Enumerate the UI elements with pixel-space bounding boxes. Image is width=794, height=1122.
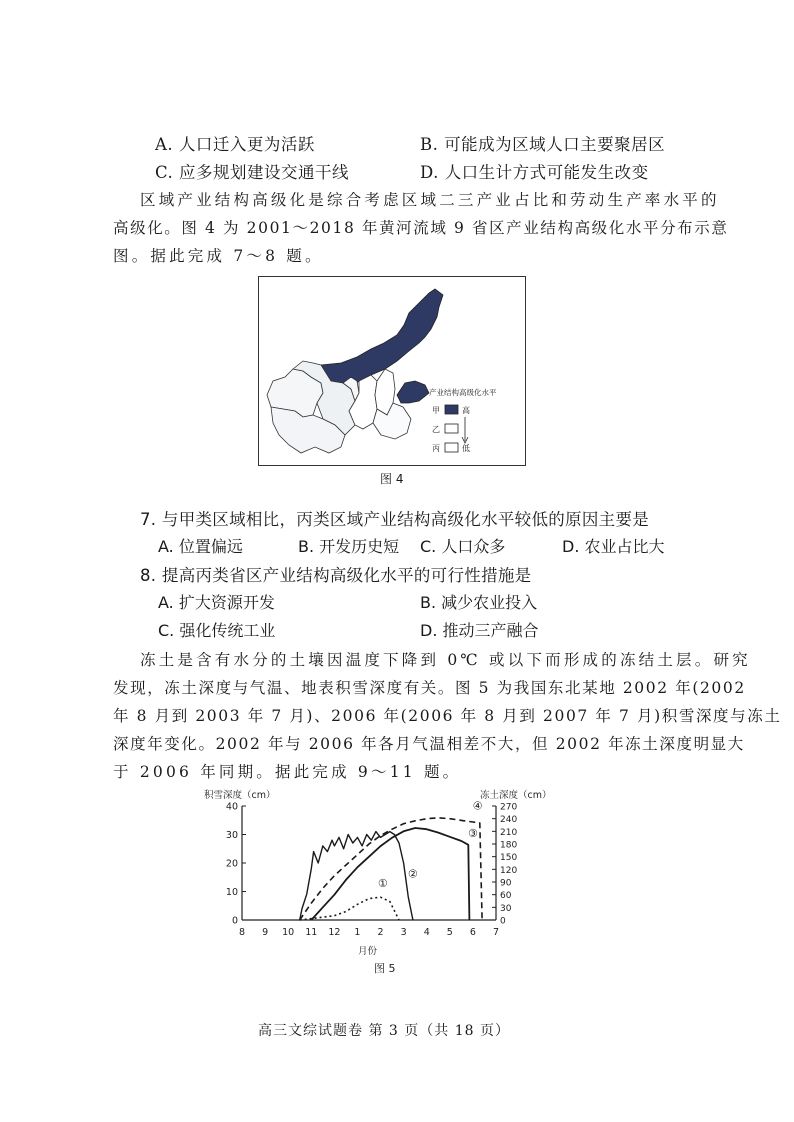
prev-option-a: A. 人口迁入更为活跃 [155, 135, 315, 154]
chart-x-tick-label: 1 [354, 927, 361, 938]
figure4-caption: 图 4 [380, 472, 404, 486]
intro-7-8-line2: 高级化。图 4 为 2001～2018 年黄河流域 9 省区产业结构高级化水平分布示意 [113, 219, 729, 237]
chart-left-tick-label: 20 [225, 858, 238, 870]
intro-7-8-line1: 区域产业结构高级化是综合考虑区域二三产业占比和劳动生产率水平的 [140, 191, 720, 209]
chart-right-tick-label: 270 [500, 802, 518, 813]
q7-stem: 7. 与甲类区域相比，丙类区域产业结构高级化水平较低的原因主要是 [140, 510, 650, 529]
chart-series-label-4: ④ [472, 799, 483, 813]
chart-x-tick-label: 11 [305, 927, 318, 938]
intro-9-11-line1: 冻土是含有水分的土壤因温度下降到 0℃ 或以下而形成的冻结土层。研究 [140, 651, 751, 669]
chart-x-tick-label: 3 [400, 927, 407, 938]
chart-right-tick-label: 210 [500, 827, 518, 838]
legend-high: 高 [462, 406, 470, 415]
prev-option-d: D. 人口生计方式可能发生改变 [420, 163, 649, 182]
chart-right-tick-label: 30 [500, 903, 512, 914]
chart-x-tick-label: 4 [423, 927, 430, 938]
chart-series-line-3 [311, 828, 469, 920]
chart-left-tick-label: 40 [225, 801, 238, 813]
chart-right-tick-label: 120 [500, 865, 518, 876]
q7-option-d: D. 农业占比大 [562, 537, 665, 556]
intro-9-11-line3: 年 8 月到 2003 年 7 月)、2006 年(2006 年 8 月到 2007 年 7 月)积雪深度与冻土 [113, 707, 782, 725]
region-inner-mongolia [311, 289, 443, 389]
intro-9-11-line4: 深度年变化。2002 年与 2006 年各月气温相差不大，但 2002 年冻土深度明显大 [113, 735, 745, 753]
chart-x-tick-label: 12 [328, 927, 341, 938]
chart-ylabel-right: 冻土深度（cm） [480, 790, 552, 801]
chart-series-line-2 [300, 832, 413, 920]
chart-right-tick-label: 90 [500, 878, 512, 889]
prev-option-c: C. 应多规划建设交通干线 [155, 163, 350, 182]
legend-label-jia: 甲 [432, 406, 440, 415]
figure5-chart [200, 786, 560, 986]
chart-x-tick-label: 6 [469, 927, 476, 938]
chart-series-label-2: ② [407, 867, 418, 881]
q7-option-a: A. 位置偏远 [158, 537, 243, 556]
chart-left-tick-label: 0 [231, 915, 238, 927]
chart-axes [242, 806, 496, 920]
legend-label-bing: 丙 [432, 444, 440, 453]
chart-x-tick-label: 2 [377, 927, 384, 938]
chart-x-tick-label: 10 [282, 927, 295, 938]
chart-x-tick-label: 5 [446, 927, 453, 938]
chart-right-tick-label: 60 [500, 891, 512, 902]
chart-series [300, 799, 483, 920]
chart-series-line-4 [300, 818, 482, 920]
chart-xlabel: 月份 [358, 946, 378, 957]
q8-option-c: C. 强化传统工业 [158, 621, 276, 640]
legend-low: 低 [462, 444, 470, 453]
chart-left-tick-label: 30 [225, 830, 238, 841]
chart-x-tick-label: 9 [262, 927, 269, 938]
q8-option-d: D. 推动三产融合 [420, 621, 539, 640]
q7-option-b: B. 开发历史短 [298, 537, 400, 556]
q7-option-c: C. 人口众多 [420, 537, 506, 556]
chart-right-tick-label: 180 [500, 840, 518, 851]
chart-right-tick-label: 150 [500, 853, 518, 864]
chart-left-tick-label: 10 [225, 887, 238, 898]
page-footer: 高三文综试题卷 第 3 页（共 18 页） [258, 1023, 510, 1039]
legend-swatch-jia [445, 405, 458, 414]
legend-swatch-bing [445, 443, 458, 452]
chart-right-tick-label: 0 [500, 916, 506, 927]
figure4-map [258, 276, 526, 466]
chart-series-label-3: ③ [467, 826, 478, 840]
legend-title: 产业结构高级化水平 [429, 388, 497, 397]
prev-option-b: B. 可能成为区域人口主要聚居区 [420, 135, 666, 154]
region-shandong [397, 381, 429, 403]
intro-9-11-line2: 发现，冻土深度与气温、地表积雪深度有关。图 5 为我国东北某地 2002 年(2002 [113, 679, 746, 697]
legend-swatch-yi [445, 424, 458, 433]
intro-9-11-line5: 于 2006 年同期。据此完成 9～11 题。 [113, 763, 462, 781]
chart-ylabel-left: 积雪深度（cm） [204, 790, 276, 801]
legend-label-yi: 乙 [432, 425, 440, 434]
chart-x-tick-label: 7 [492, 927, 500, 938]
chart-x-tick-label: 8 [238, 927, 246, 938]
q8-option-b: B. 减少农业投入 [420, 593, 538, 612]
chart-title: 图 5 [374, 962, 396, 975]
q8-stem: 8. 提高丙类省区产业结构高级化水平的可行性措施是 [140, 566, 532, 585]
chart-right-tick-label: 240 [500, 815, 518, 826]
chart-series-label-1: ① [377, 877, 388, 891]
intro-7-8-line3: 图。据此完成 7～8 题。 [113, 247, 324, 265]
figure4-map-svg [259, 277, 525, 465]
q8-option-a: A. 扩大资源开发 [158, 593, 275, 612]
